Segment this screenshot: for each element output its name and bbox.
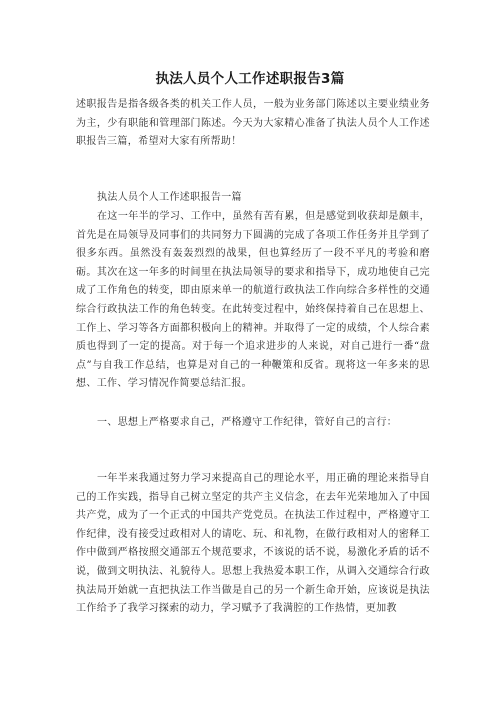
intro-paragraph: 述职报告是指各级各类的机关工作人员，一般为业务部门陈述以主要业绩业务为主，少有职能和管理部门陈述。今天为大家精心准备了执法人员个人工作述职报告三篇，希望对大家有所帮助！ <box>76 99 430 148</box>
body-paragraph: 一年半来我通过努力学习来提高自己的理论水平，用正确的理论来指导自己的工作实践，指导自己树立坚定的共产主义信念，在去年光荣地加入了中国共产党，成为了一个正式的中国共产党党员。在执法工作过程中，严格遵守工作纪律，没有接受过政相对人的请吃、玩、和礼物，在做行政相对人的密释工作中做到严格按照交通部五个规范要求，不该说的话不说，易激化矛盾的话不说，做到文明执法、礼貌待人。思想上我热爱本职工作，从调入交通综合行政执法局开始就一直把执法工作当做是自己的另一个新生命开始，应该说是执法工作给予了我学习探索的动力，学习赋予了我满腔的工作热情，更加教 <box>76 473 430 615</box>
section-title: 执法人员个人工作述职报告一篇 <box>97 192 242 203</box>
section-heading: 一、思想上严格要求自己，严格遵守工作纪律，管好自己的言行： <box>97 417 398 428</box>
document-title: 执法人员个人工作述职报告3篇 <box>155 71 345 87</box>
body-paragraph: 在这一年半的学习、工作中，虽然有苦有累，但是感觉到收获却是颇丰，首先是在局领导及同事们的共同努力下圆满的完成了各项工作任务并且学到了很多东西。虽然没有轰轰烈烈的战果，但也算经历了一段不平凡的考验和磨砺。其次在这一年多的时间里在执法局领导的要求和指导下，成功地使自己完成了工作角色的转变，即由原来单一的航道行政执法工作向综合多样性的交通综合行政执法工作的角色转变。在此转变过程中，始终保持着自己在思想上、工作上、学习等各方面都积极向上的精神。并取得了一定的成绩，个人综合素质也得到了一定的提高。对于每一个追求进步的人来说，对自己进行一番“盘点”与自我工作总结，也算是对自己的一种鞭策和反省。现将这一年多来的思想、工作、学习情况作简要总结汇报。 <box>76 211 430 390</box>
